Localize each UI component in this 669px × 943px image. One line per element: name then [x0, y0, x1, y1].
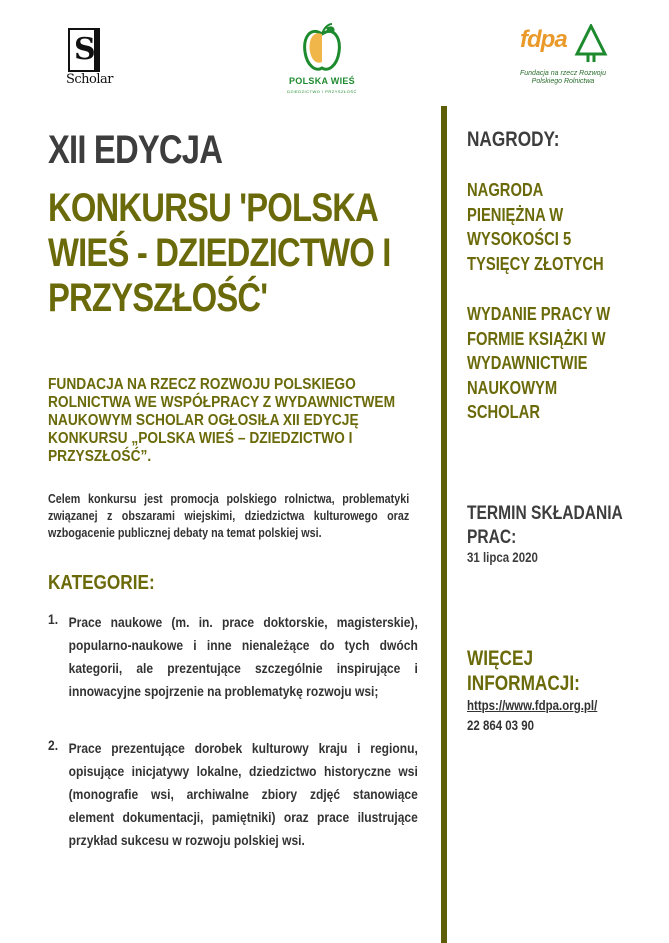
description-text: Celem konkursu jest promocja polskiego rolnictwa, problematyki związanej z obszarami wiejskimi, dziedzictwa kulturowego oraz wzbogacenie publicznej debaty na temat polskiej wsi. — [48, 492, 410, 540]
polska-wies-logo — [272, 22, 372, 98]
fdpa-subtitle: Fundacja na rzecz Rozwoju Polskiego Rolnictwa — [520, 70, 606, 85]
scholar-logo — [66, 28, 116, 90]
tree-icon — [574, 24, 608, 64]
category-text: Prace naukowe (m. in. prace doktorskie, magisterskie), popularno-naukowe i inne nienależące do tych dwóch kategorii, ale prezentujące szczególnie inspirujące i innowacyjne spojrzenie na problematykę rozwoju wsi; — [68, 614, 418, 699]
prizes-heading: NAGRODY: — [467, 128, 560, 151]
prize-publication: WYDANIE PRACY W FORMIE KSIĄŻKI W WYDAWNICTWIE NAUKOWYM SCHOLAR — [467, 304, 611, 422]
contest-title: KONKURSU 'POLSKA WIEŚ - DZIEDZICTWO I PRZYSZŁOŚĆ' — [48, 186, 391, 320]
edition-heading: XII EDYCJA — [48, 128, 223, 172]
intro-text: FUNDACJA NA RZECZ ROZWOJU POLSKIEGO ROLNICTWA WE WSPÓŁPRACY Z WYDAWNICTWEM NAUKOWYM SCHOLAR OGŁOSIŁA XII EDYCJĘ KONKURSU „POLSKA WIEŚ – DZIEDZICTWO I PRZYSZŁOŚĆ”. — [48, 376, 396, 465]
polska-wies-name: POLSKA WIEŚ — [289, 76, 355, 86]
category-text: Prace prezentujące dorobek kulturowy kraju i regionu, opisujące inicjatywy lokalne, dziedzictwo historyczne wsi (monografie wsi, archiwalne zbiory zdjęć stanowiące element dokumentacji, pamiętniki) oraz prace ilustrujące przykład sukcesu w rozwoju polskiej wsi. — [68, 740, 418, 848]
scholar-logo-text: Scholar — [66, 72, 114, 87]
column-divider — [441, 106, 447, 943]
polska-wies-tagline: DZIEDZICTWO I PRZYSZŁOŚĆ — [287, 89, 357, 94]
apple-icon — [302, 22, 342, 74]
phone-number: 22 864 03 90 — [467, 717, 535, 733]
deadline-heading: TERMIN SKŁADANIA PRAC: — [467, 503, 623, 548]
category-number: 2. — [48, 737, 59, 753]
deadline-date: 31 lipca 2020 — [467, 549, 538, 565]
categories-heading: KATEGORIE: — [48, 572, 155, 594]
category-number: 1. — [48, 611, 59, 627]
prize-money: NAGRODA PIENIĘŻNA W WYSOKOŚCI 5 TYSIĘCY ZŁOTYCH — [467, 180, 604, 274]
website-link[interactable]: https://www.fdpa.org.pl/ — [467, 697, 598, 713]
scholar-book-icon: S — [68, 28, 100, 72]
fdpa-mark: fdpa — [520, 26, 567, 53]
fdpa-logo — [508, 24, 618, 94]
more-info-heading: WIĘCEJ INFORMACJI: — [467, 647, 580, 695]
